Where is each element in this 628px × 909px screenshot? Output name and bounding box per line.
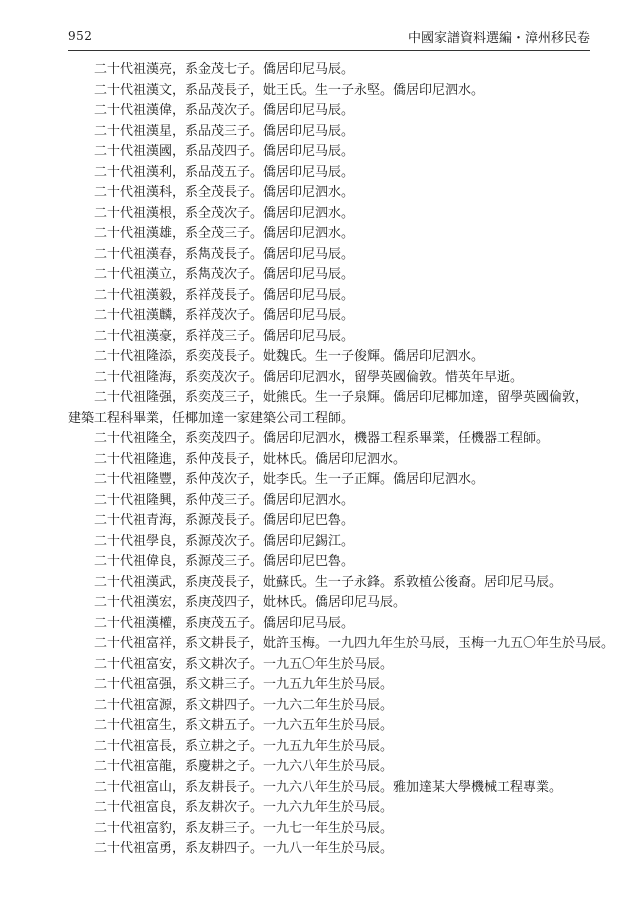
running-title: 中國家譜資料選編・漳州移民卷 [407, 31, 590, 46]
genealogy-entry: 二十代祖漢春，系雋茂長子。僑居印尼马辰。 [94, 246, 355, 262]
genealogy-entry: 二十代祖漢立，系雋茂次子。僑居印尼马辰。 [94, 267, 355, 282]
genealogy-entry: 二十代祖富龍，系慶耕之子。一九六八年生於马辰。 [94, 759, 394, 774]
genealogy-entry: 二十代祖富勇，系友耕四子。一九八一年生於马辰。 [94, 841, 394, 856]
genealogy-entry: 二十代祖隆强，系奕茂三子，妣熊氏。生一子泉輝。僑居印尼椰加達，留學英國倫敦，建築工程科畢業，任椰加達一家建築公司工程師。 [68, 390, 589, 426]
genealogy-entry: 二十代祖漢權，系庚茂五子。僑居印尼马辰。 [94, 615, 355, 631]
genealogy-entry: 二十代祖漢豪，系祥茂三子。僑居印尼马辰。 [94, 328, 355, 344]
genealogy-entry: 二十代祖漢星，系品茂三子。僑居印尼马辰。 [94, 123, 355, 139]
genealogy-entry: 二十代祖富源，系文耕四子。一九六二年生於马辰。 [94, 697, 394, 713]
genealogy-entry: 二十代祖富祥，系文耕長子，妣許玉梅。一九四九年生於马辰，玉梅一九五〇年生於马辰。 [94, 636, 615, 651]
genealogy-entry: 二十代祖漢利，系品茂五子。僑居印尼马辰。 [94, 164, 355, 180]
genealogy-entry: 二十代祖隆海，系奕茂次子。僑居印尼泗水，留學英國倫敦。惜英年早逝。 [94, 369, 524, 385]
genealogy-entry: 二十代祖漢國，系品茂四子。僑居印尼马辰。 [94, 144, 355, 159]
genealogy-entry: 二十代祖隆進，系仲茂長子，妣林氏。僑居印尼泗水。 [94, 451, 407, 467]
genealogy-entry: 二十代祖隆添，系奕茂長子。妣魏氏。生一子俊輝。僑居印尼泗水。 [94, 349, 485, 364]
genealogy-entry: 二十代祖偉良，系源茂三子。僑居印尼巴魯。 [94, 554, 355, 569]
genealogy-entry: 二十代祖漢毅，系祥茂長子。僑居印尼马辰。 [94, 287, 355, 303]
genealogy-entry: 二十代祖富生，系文耕五子。一九六五年生於马辰。 [94, 718, 394, 733]
genealogy-entry: 二十代祖漢文，系品茂長子，妣王氏。生一子永堅。僑居印尼泗水。 [94, 82, 485, 98]
genealogy-entry: 二十代祖富豹，系友耕三子。一九七一年生於马辰。 [94, 820, 394, 836]
genealogy-entry: 二十代祖漢麟，系祥茂次子。僑居印尼马辰。 [94, 308, 355, 323]
genealogy-entry: 二十代祖漢武，系庚茂長子，妣蘇氏。生一子永鋒。系敦植公後裔。居印尼马辰。 [94, 574, 563, 590]
genealogy-entry: 二十代祖學良，系源茂次子。僑居印尼錫江。 [94, 533, 355, 549]
genealogy-entry: 二十代祖漢科，系全茂長子。僑居印尼泗水。 [94, 185, 355, 200]
genealogy-entry: 二十代祖漢根，系全茂次子。僑居印尼泗水。 [94, 205, 355, 221]
genealogy-entry: 二十代祖富安，系文耕次子。一九五〇年生於马辰。 [94, 656, 394, 672]
genealogy-entry: 二十代祖漢宏，系庚茂四子，妣林氏。僑居印尼马辰。 [94, 595, 407, 610]
genealogy-text [68, 60, 615, 860]
genealogy-entry: 二十代祖漢偉，系品茂次子。僑居印尼马辰。 [94, 103, 355, 118]
genealogy-entry: 二十代祖富山，系友耕長子。一九六八年生於马辰。雅加達某大學機械工程專業。 [94, 779, 563, 795]
genealogy-entry: 二十代祖隆全，系奕茂四子。僑居印尼泗水，機器工程系畢業，任機器工程師。 [94, 431, 550, 446]
genealogy-entry: 二十代祖隆豐，系仲茂次子，妣李氏。生一子正輝。僑居印尼泗水。 [94, 472, 485, 487]
genealogy-entry: 二十代祖漢雄，系全茂三子。僑居印尼泗水。 [94, 226, 355, 241]
page-number: 952 [68, 29, 93, 43]
genealogy-entry: 二十代祖富强，系文耕三子。一九五九年生於马辰。 [94, 677, 394, 692]
genealogy-entry: 二十代祖漢亮，系金茂七子。僑居印尼马辰。 [94, 62, 355, 77]
page-header [68, 24, 590, 51]
genealogy-entry: 二十代祖青海，系源茂長子。僑居印尼巴魯。 [94, 513, 355, 528]
genealogy-entry: 二十代祖富良，系友耕次子。一九六九年生於马辰。 [94, 800, 394, 815]
genealogy-entry: 二十代祖隆興，系仲茂三子。僑居印尼泗水。 [94, 492, 355, 508]
genealogy-entry: 二十代祖富長，系立耕之子。一九五九年生於马辰。 [94, 738, 394, 754]
